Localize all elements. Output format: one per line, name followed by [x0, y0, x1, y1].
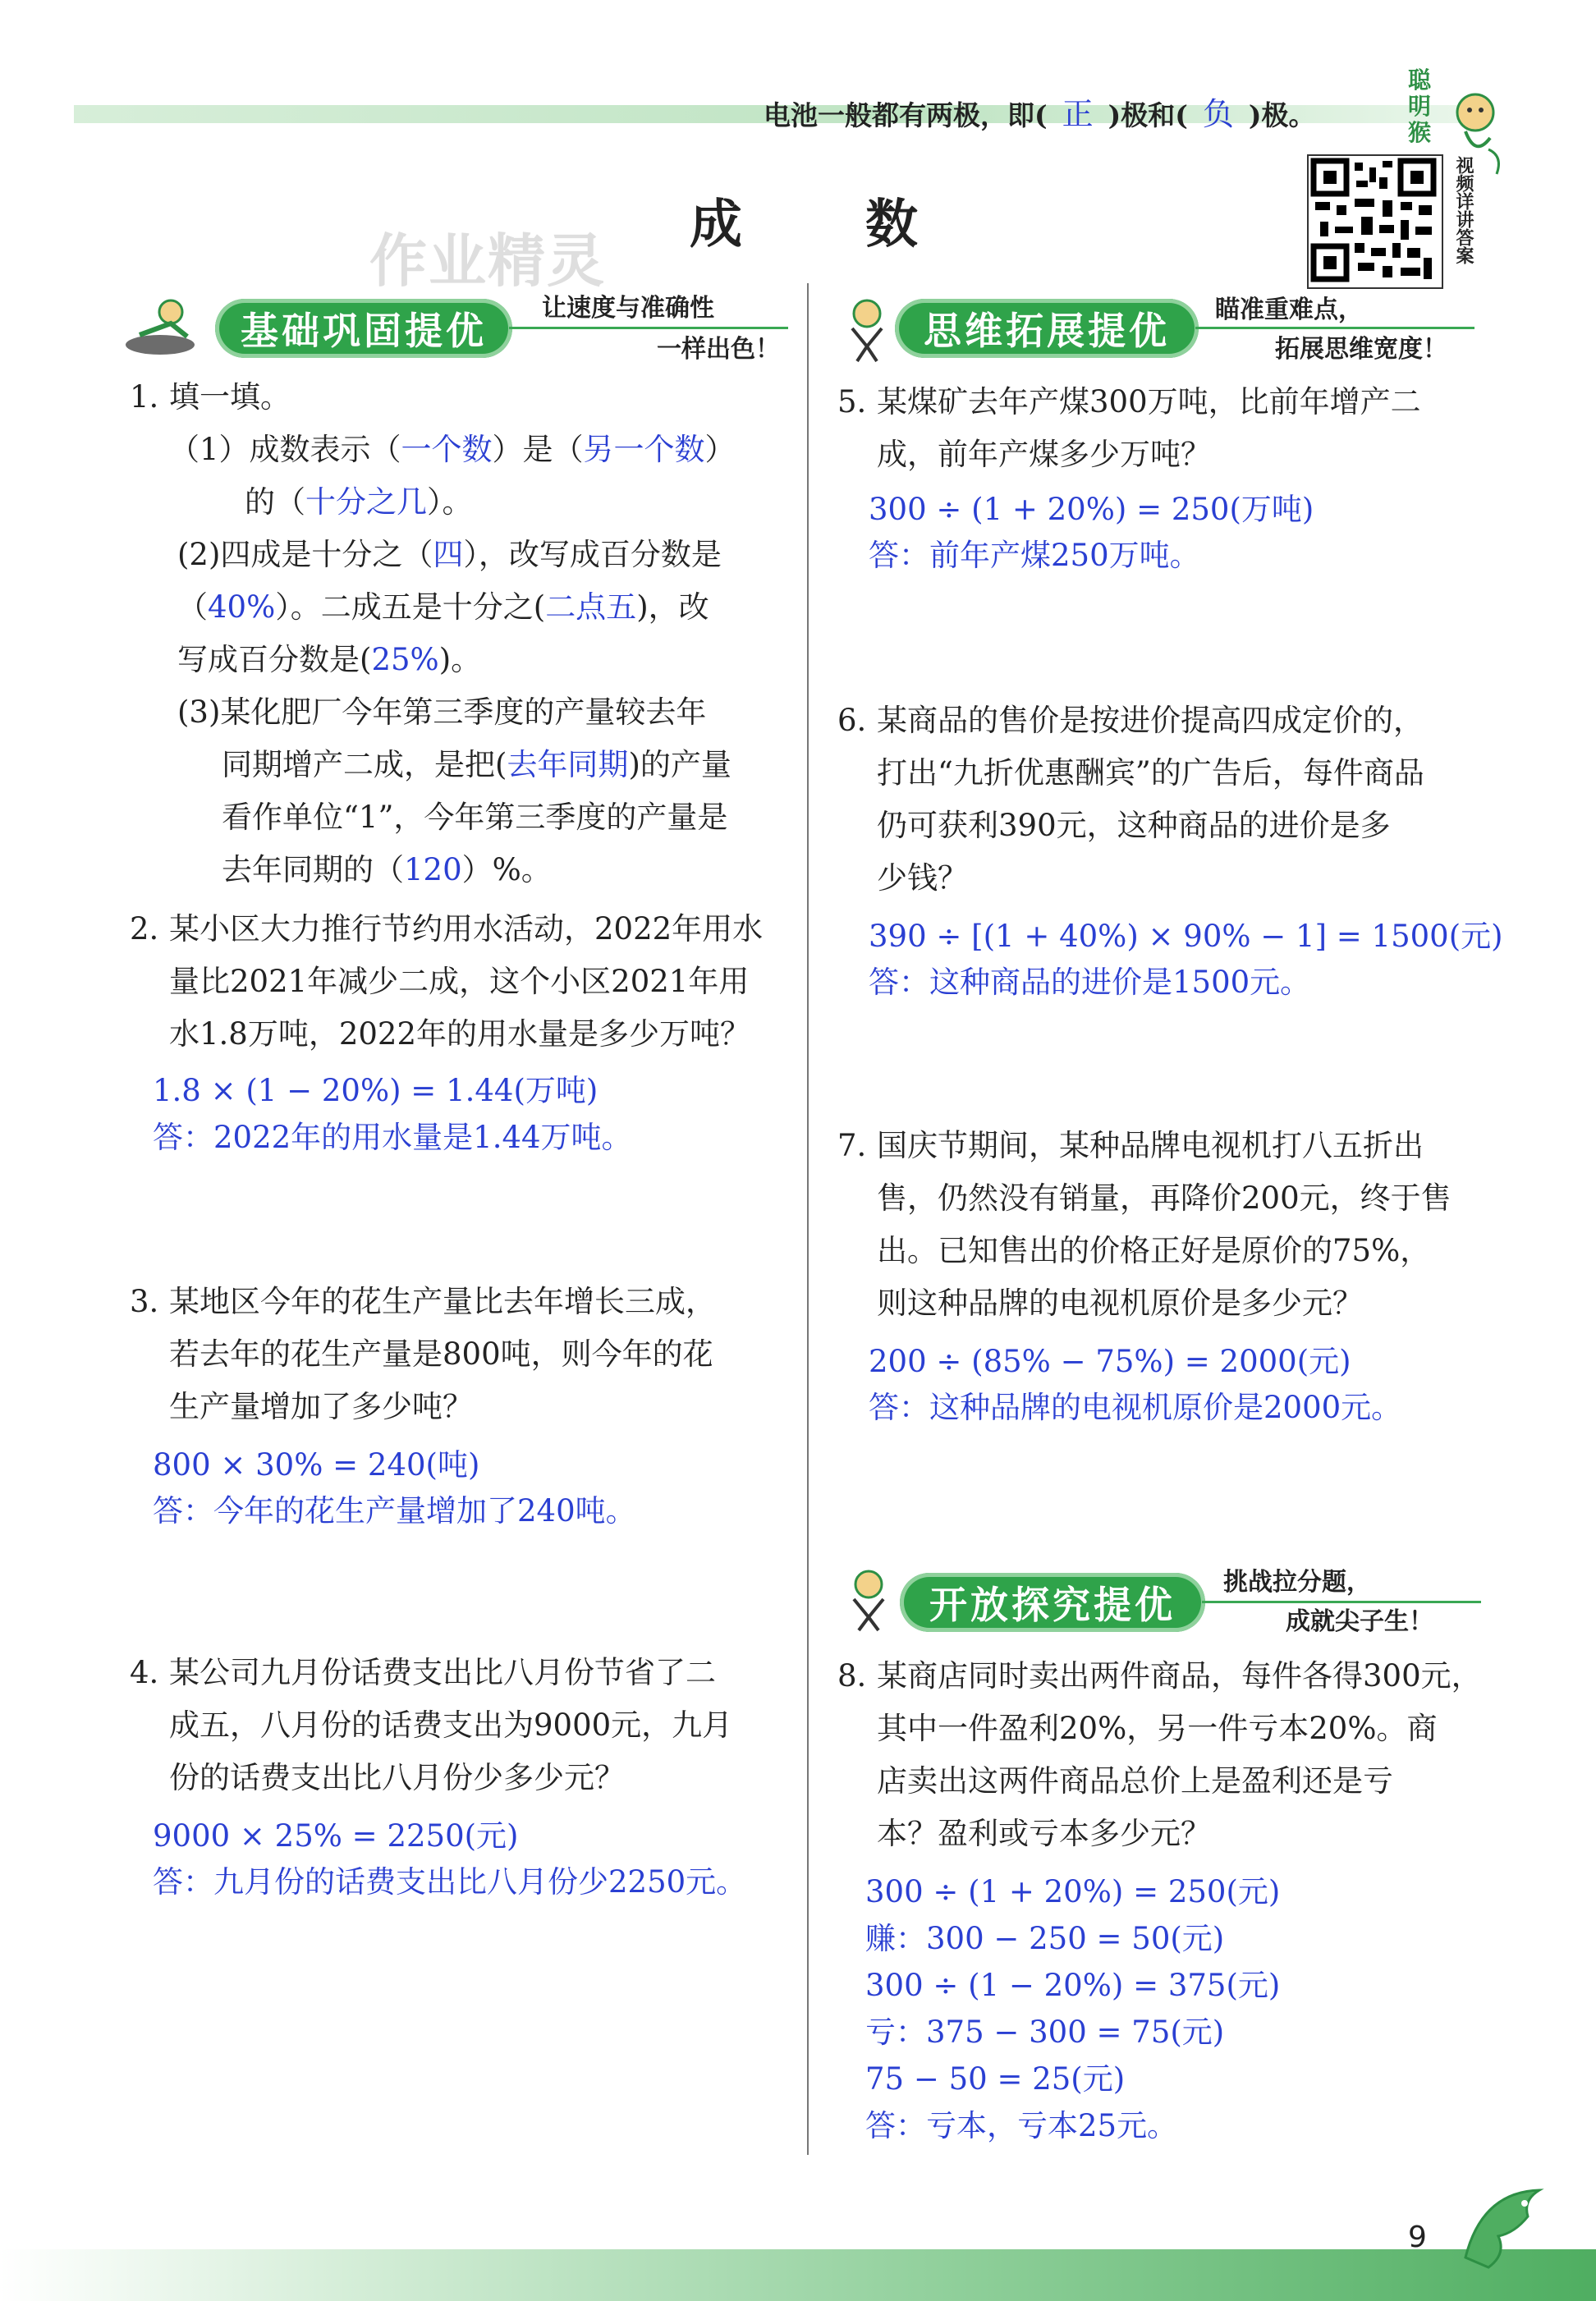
question-4: [130, 1647, 787, 1804]
qr-label: 视频详讲答案: [1453, 156, 1474, 264]
question-number: 1.: [130, 379, 159, 415]
question-text: 其中一件盈利20%，另一件亏本20%。商: [877, 1711, 1438, 1746]
answer-formula: 800 × 30% = 240(吨): [153, 1447, 480, 1483]
question-text: 的（: [245, 484, 305, 520]
question-text: (3)某化肥厂今年第三季度的产量较去年: [177, 694, 707, 730]
question-number: 6.: [837, 703, 867, 738]
page-number: 9: [1408, 2221, 1427, 2254]
answer-statement: 答：2022年的用水量是1.44万吨。: [153, 1120, 632, 1155]
question-text: ）: [704, 432, 736, 467]
question-text: 成，前年产煤多少万吨？: [877, 437, 1211, 472]
question-text: 某商品的售价是按进价提高四成定价的，: [877, 703, 1424, 738]
answer-formula: 300 ÷ (1 + 20%) = 250(元): [865, 1874, 1281, 1909]
answer-formula: 200 ÷ (85% − 75%) = 2000(元): [869, 1344, 1351, 1379]
answer-formula: 亏：375 − 300 = 75(元): [865, 2015, 1225, 2050]
question-number: 5.: [837, 384, 867, 419]
question-text: 去年同期的（: [222, 852, 404, 887]
question-6: [837, 694, 1494, 905]
question-text: ）是（: [492, 432, 584, 467]
filled-answer: 120: [404, 852, 462, 887]
filled-answer: 另一个数: [583, 432, 705, 467]
question-text: 打出“九折优惠酬宾”的广告后，每件商品: [877, 755, 1424, 791]
question-text: 售，仍然没有销量，再降价200元，终于售: [877, 1180, 1452, 1216]
question-text: )的产量: [628, 747, 732, 782]
hint-text: )极。: [1248, 99, 1316, 131]
qr-code-icon[interactable]: [1307, 154, 1443, 289]
question-7: [837, 1120, 1494, 1330]
question-text: 出。已知售出的价格正好是原价的75%，: [877, 1233, 1431, 1268]
question-number: 2.: [130, 911, 159, 947]
explorer-mascot-icon: [837, 1566, 898, 1632]
section-divider: [1202, 1601, 1481, 1603]
question-text: 本？盈利或亏本多少元？: [877, 1816, 1211, 1851]
filled-answer: 40%: [208, 589, 276, 625]
question-text: 量比2021年减少二成，这个小区2021年用: [169, 964, 750, 999]
filled-answer: 去年同期: [507, 747, 629, 782]
question-number: 3.: [130, 1284, 159, 1319]
question-text: 店卖出这两件商品总价上是盈利还是亏: [877, 1763, 1393, 1799]
dolphin-icon: [1449, 2175, 1564, 2274]
section-slogan: 让速度与准确性: [542, 294, 714, 323]
section-open-banner: 开放探究提优: [900, 1573, 1205, 1632]
answer-formula: 300 ÷ (1 + 20%) = 250(万吨): [869, 492, 1314, 527]
question-text: 成五，八月份的话费支出为9000元，九月: [169, 1707, 733, 1743]
watermark: 作业精灵: [369, 227, 606, 295]
question-text: )。: [438, 642, 482, 677]
filled-answer: 十分之几: [305, 484, 427, 520]
question-text: (2)四成是十分之（: [177, 537, 433, 572]
thinker-mascot-icon: [839, 297, 895, 363]
answer-formula: 9000 × 25% = 2250(元): [153, 1818, 519, 1854]
hint-text: )极和(: [1108, 99, 1188, 131]
question-text: 仍可获利390元，这种商品的进价是多: [877, 808, 1391, 843]
question-text: 份的话费支出比八月份少多少元？: [169, 1760, 625, 1795]
question-number: 8.: [837, 1658, 867, 1694]
question-2: [130, 903, 787, 1061]
filled-answer: 四: [433, 537, 464, 572]
question-text: 水1.8万吨，2022年的用水量是多少万吨？: [169, 1016, 751, 1052]
section-slogan: 成就尖子生！: [1286, 1607, 1433, 1636]
answer-statement: 答：亏本，亏本25元。: [865, 2108, 1178, 2143]
question-text: ）%。: [461, 852, 552, 887]
question-number: 7.: [837, 1128, 867, 1163]
question-text: 写成百分数是(: [177, 642, 372, 677]
answer-statement: 答：九月份的话费支出比八月份少2250元。: [153, 1864, 747, 1900]
answer-statement: 答：这种商品的进价是1500元。: [869, 965, 1311, 1000]
column-divider: [807, 283, 809, 2155]
answer-formula: 300 ÷ (1 − 20%) = 375(元): [865, 1968, 1281, 2003]
section-slogan: 一样出色！: [657, 335, 780, 364]
answer-statement: 答：前年产煤250万吨。: [869, 538, 1200, 573]
question-8: [837, 1650, 1511, 1860]
question-text: 某小区大力推行节约用水活动，2022年用水: [169, 911, 764, 947]
answer-formula: 赚：300 − 250 = 50(元): [865, 1921, 1225, 1956]
question-1: [130, 371, 787, 896]
filled-answer: 一个数: [401, 432, 493, 467]
question-text: 某煤矿去年产煤300万吨，比前年增产二: [877, 384, 1421, 419]
runner-mascot-icon: [123, 296, 197, 358]
question-5: [837, 376, 1494, 481]
hint-text: 电池一般都有两极，即(: [764, 99, 1048, 131]
question-text: 同期增产二成，是把(: [222, 747, 507, 782]
footer-band: [0, 2249, 1596, 2301]
filled-answer: 二点五: [545, 589, 637, 625]
question-text: 生产量增加了多少吨？: [169, 1389, 473, 1424]
question-text: 若去年的花生产量是800吨，则今年的花: [169, 1336, 713, 1372]
header-hint: [764, 89, 1316, 134]
answer-statement: 答：今年的花生产量增加了240吨。: [153, 1493, 636, 1529]
section-slogan: 挑战拉分题，: [1223, 1568, 1371, 1597]
answer-formula: 75 − 50 = 25(元): [865, 2061, 1126, 2097]
question-text: 则这种品牌的电视机原价是多少元？: [877, 1286, 1363, 1321]
section-divider: [509, 327, 788, 329]
question-text: )，改: [636, 589, 709, 625]
filled-answer: 25%: [371, 642, 439, 677]
question-text: 某地区今年的花生产量比去年增长三成，: [169, 1284, 716, 1319]
question-number: 4.: [130, 1655, 159, 1690]
question-text: ），改写成百分数是: [463, 537, 722, 572]
question-text: ）。: [427, 484, 473, 520]
question-text: 某公司九月份话费支出比八月份节省了二: [169, 1655, 716, 1690]
question-text: 看作单位“1”，今年第三季度的产量是: [222, 800, 728, 835]
question-text: 填一填。: [169, 379, 291, 415]
question-text: ）。二成五是十分之(: [275, 589, 546, 625]
section-basic-banner: 基础巩固提优: [215, 299, 512, 358]
question-text: 国庆节期间，某种品牌电视机打八五折出: [877, 1128, 1424, 1163]
question-text: 少钱？: [877, 860, 968, 896]
hint-answer-1: 正: [1062, 96, 1094, 132]
section-thinking-banner: 思维拓展提优: [895, 299, 1199, 358]
answer-statement: 答：这种品牌的电视机原价是2000元。: [869, 1390, 1402, 1425]
hint-answer-2: 负: [1202, 96, 1234, 132]
section-slogan: 拓展思维宽度！: [1275, 335, 1447, 364]
section-slogan: 瞄准重难点，: [1215, 296, 1363, 324]
answer-formula: 390 ÷ [(1 + 40%) × 90% − 1] = 1500(元): [869, 919, 1503, 954]
answer-formula: 1.8 × (1 − 20%) = 1.44(万吨): [153, 1073, 598, 1108]
page-title: 成数: [690, 194, 1041, 255]
question-text: 某商店同时卖出两件商品，每件各得300元，: [877, 1658, 1482, 1694]
question-text: （: [177, 589, 208, 625]
question-text: （1）成数表示（: [169, 432, 401, 467]
brand-logo: 聪明猴: [1408, 66, 1432, 146]
question-3: [130, 1276, 787, 1433]
